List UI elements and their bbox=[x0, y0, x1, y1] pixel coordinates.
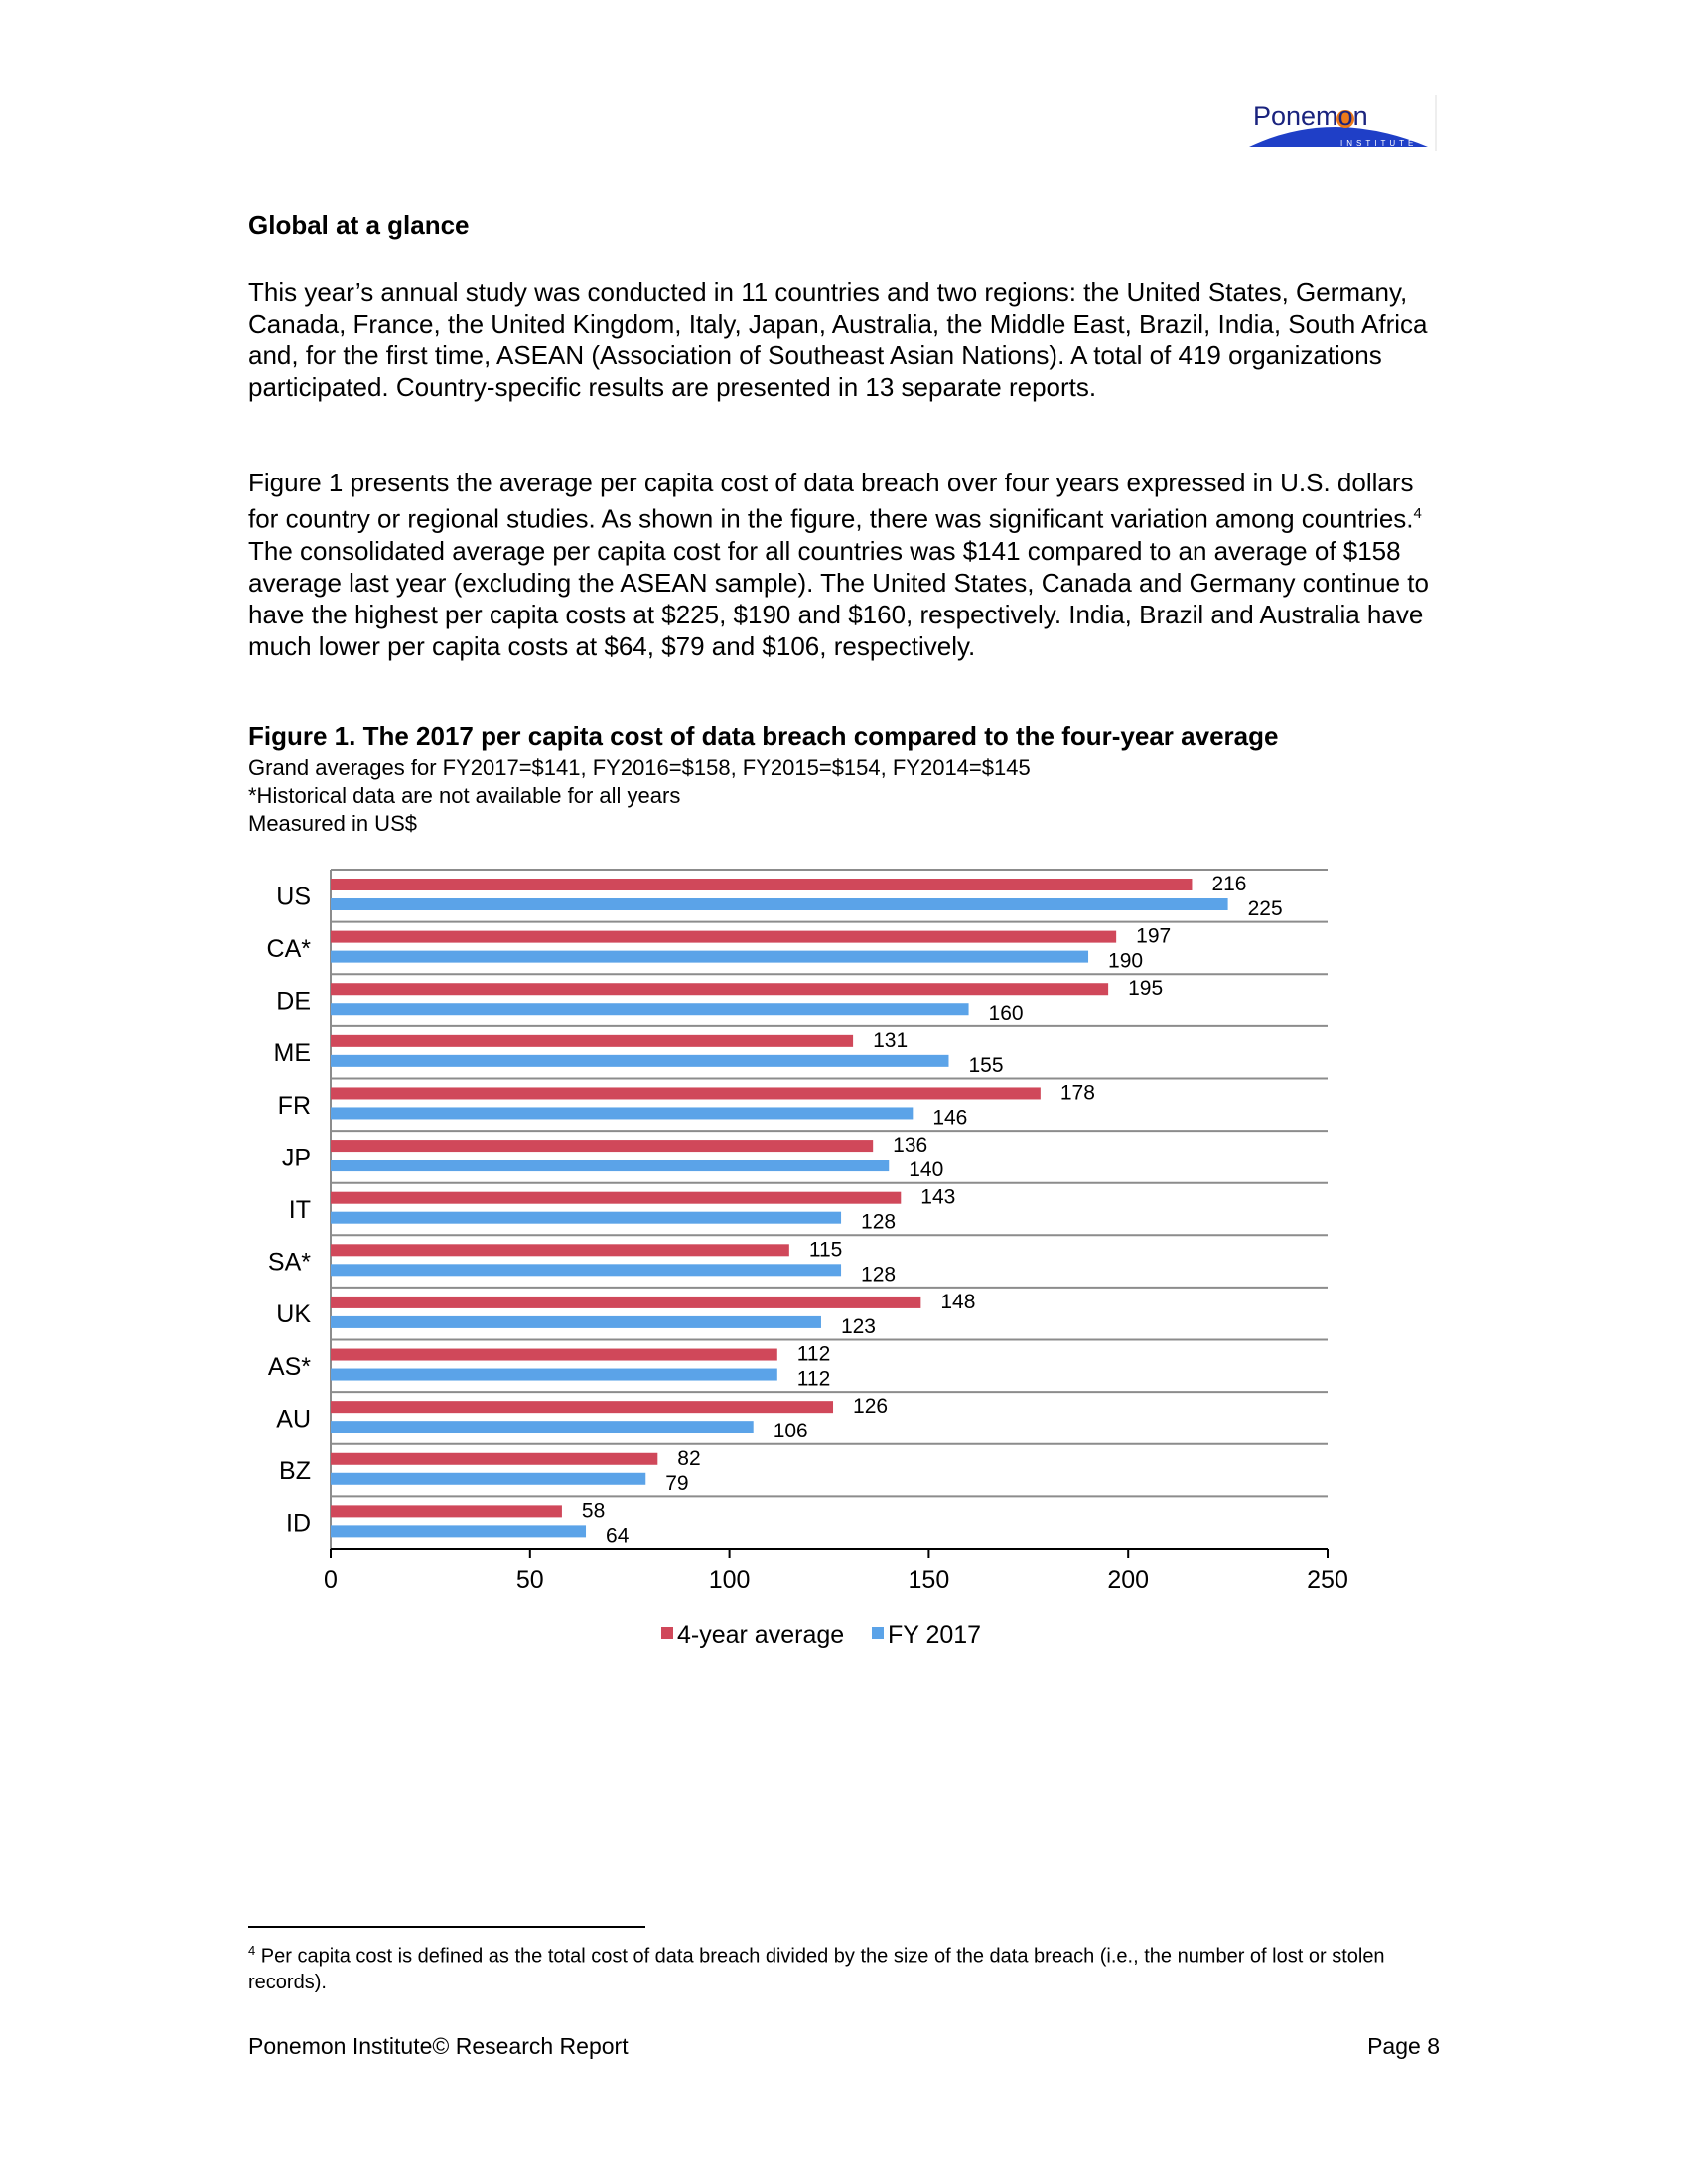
data-label: 143 bbox=[920, 1185, 956, 1209]
paragraph-text-before: Figure 1 presents the average per capita cost of data breach over four years expressed in U.S. dollars for country or regional studies. As shown in the figure, there was significant variation among countries. bbox=[248, 468, 1414, 534]
category-label: DE bbox=[276, 987, 311, 1016]
footnote-reference[interactable]: 4 bbox=[1413, 505, 1422, 522]
category-label: UK bbox=[276, 1300, 311, 1329]
data-label: 131 bbox=[873, 1028, 909, 1052]
legend-swatch bbox=[872, 1627, 884, 1639]
bar-fy2017 bbox=[331, 1003, 969, 1015]
data-label: 128 bbox=[861, 1210, 897, 1234]
bar-four-year-average bbox=[331, 1505, 562, 1517]
category-label: JP bbox=[281, 1144, 311, 1172]
bar-fy2017 bbox=[331, 1107, 913, 1119]
intro-paragraph: This year’s annual study was conducted in 11 countries and two regions: the United States, Germany, Canada, France, the United Kingdom, Italy, Japan, Australia, the Middle East, Brazil, India, South Africa and, for the first time, ASEAN (Association of Southeast Asian Nations). A total of 419 organizations participated. Country-specific results are presented in 13 separate reports. bbox=[248, 277, 1428, 402]
x-tick-label: 50 bbox=[515, 1567, 544, 1594]
bar-four-year-average bbox=[331, 1453, 657, 1465]
data-label: 115 bbox=[808, 1238, 843, 1262]
bar-four-year-average bbox=[331, 1192, 901, 1204]
category-label: IT bbox=[288, 1196, 311, 1224]
x-tick-label: 100 bbox=[708, 1567, 751, 1594]
data-label: 160 bbox=[988, 1002, 1024, 1025]
data-label: 197 bbox=[1136, 924, 1172, 948]
legend-label: 4-year average bbox=[677, 1621, 845, 1649]
bar-four-year-average bbox=[331, 1244, 789, 1256]
bar-four-year-average bbox=[331, 1297, 920, 1308]
category-label: US bbox=[276, 883, 311, 911]
category-label: CA* bbox=[266, 934, 311, 963]
bar-fy2017 bbox=[331, 1369, 777, 1381]
bar-fy2017 bbox=[331, 1055, 948, 1067]
bar-fy2017 bbox=[331, 898, 1228, 910]
data-label: 123 bbox=[840, 1314, 877, 1338]
bar-four-year-average bbox=[331, 879, 1192, 890]
data-label: 112 bbox=[796, 1342, 831, 1366]
logo-subtext: INSTITUTE bbox=[1340, 139, 1418, 148]
data-label: 178 bbox=[1059, 1081, 1095, 1105]
data-label: 82 bbox=[677, 1446, 701, 1470]
logo-wordmark: Ponemon bbox=[1253, 101, 1368, 131]
data-label: 64 bbox=[606, 1524, 630, 1548]
data-label: 58 bbox=[581, 1499, 606, 1523]
data-label: 128 bbox=[861, 1263, 897, 1287]
bar-fy2017 bbox=[331, 1160, 889, 1171]
category-label: ID bbox=[286, 1509, 311, 1538]
bar-four-year-average bbox=[331, 1401, 833, 1413]
bar-four-year-average bbox=[331, 1349, 777, 1361]
data-label: 106 bbox=[773, 1420, 808, 1443]
bar-four-year-average bbox=[331, 1035, 853, 1047]
category-label: ME bbox=[273, 1039, 311, 1068]
x-tick-label: 150 bbox=[908, 1567, 950, 1594]
x-tick-label: 250 bbox=[1307, 1567, 1348, 1594]
bar-four-year-average bbox=[331, 983, 1108, 995]
paragraph-text-after: The consolidated average per capita cost for all countries was $141 compared to an average of $158 average last year (excluding the ASEAN sample). The United States, Canada and Germany continue to have the highest per capita costs at $225, $190 and $160, respectively. India, Brazil and Australia have much lower per capita costs at $64, $79 and $106, respectively. bbox=[248, 535, 1429, 661]
section-title: Global at a glance bbox=[248, 210, 470, 240]
footnote bbox=[248, 1938, 1440, 1995]
bar-fy2017 bbox=[331, 1421, 754, 1433]
figure-subtitle-averages: Grand averages for FY2017=$141, FY2016=$158, FY2015=$154, FY2014=$145 bbox=[248, 755, 1031, 780]
bar-fy2017 bbox=[331, 1316, 821, 1328]
bar-fy2017 bbox=[331, 1473, 645, 1485]
bar-four-year-average bbox=[331, 1140, 873, 1152]
bar-fy2017 bbox=[331, 1212, 841, 1224]
x-tick-label: 200 bbox=[1107, 1567, 1150, 1594]
figure-subtitle-note: *Historical data are not available for all years bbox=[248, 783, 681, 808]
data-label: 216 bbox=[1211, 873, 1247, 895]
x-tick-label: 0 bbox=[324, 1567, 338, 1594]
category-label: AS* bbox=[267, 1352, 311, 1381]
data-label: 195 bbox=[1128, 977, 1164, 1001]
category-label: BZ bbox=[279, 1457, 311, 1486]
data-label: 112 bbox=[796, 1367, 831, 1391]
data-label: 148 bbox=[940, 1290, 976, 1313]
data-label: 190 bbox=[1108, 949, 1144, 973]
data-label: 136 bbox=[893, 1134, 928, 1158]
bar-four-year-average bbox=[331, 931, 1116, 943]
figure-title: Figure 1. The 2017 per capita cost of data breach compared to the four-year average bbox=[248, 721, 1279, 751]
footnote-mark: 4 bbox=[248, 1943, 256, 1958]
bar-fy2017 bbox=[331, 951, 1088, 963]
footer-page-number: Page 8 bbox=[1367, 2033, 1440, 2059]
category-label: FR bbox=[277, 1091, 311, 1120]
legend-label: FY 2017 bbox=[888, 1621, 982, 1649]
footnote-divider bbox=[248, 1926, 645, 1928]
data-label: 79 bbox=[665, 1471, 689, 1495]
figure-subtitle-units: Measured in US$ bbox=[248, 811, 417, 836]
footnote-text: Per capita cost is defined as the total cost of data breach divided by the size of the data breach (i.e., the number of lost or stolen records). bbox=[248, 1945, 1385, 1993]
bar-fy2017 bbox=[331, 1525, 586, 1537]
category-label: SA* bbox=[267, 1248, 311, 1277]
bar-fy2017 bbox=[331, 1264, 841, 1276]
data-label: 155 bbox=[968, 1053, 1004, 1077]
data-label: 126 bbox=[853, 1395, 889, 1419]
data-label: 146 bbox=[932, 1106, 968, 1130]
data-label: 140 bbox=[909, 1159, 944, 1182]
footer-report-name: Ponemon Institute© Research Report bbox=[248, 2033, 629, 2059]
bar-four-year-average bbox=[331, 1087, 1041, 1099]
legend-swatch bbox=[661, 1627, 673, 1639]
data-label: 225 bbox=[1247, 897, 1283, 920]
category-label: AU bbox=[276, 1405, 311, 1433]
